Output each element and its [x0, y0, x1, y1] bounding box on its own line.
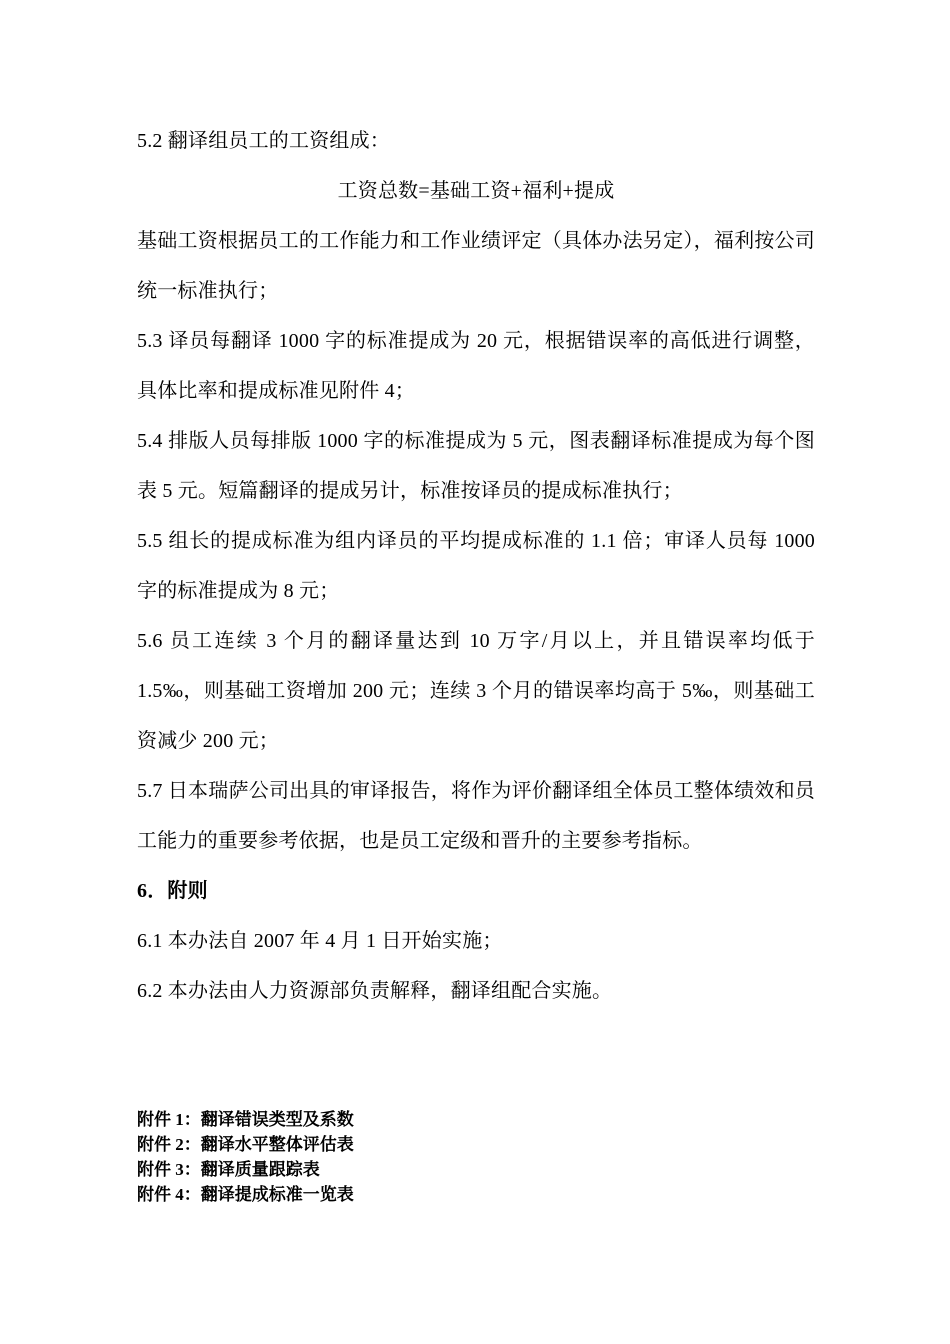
section-5-3-paragraph: 5.3 译员每翻译 1000 字的标准提成为 20 元，根据错误率的高低进行调整，具体比率和提成标准见附件 4； — [137, 330, 815, 402]
base-salary-paragraph: 基础工资根据员工的工作能力和工作业绩评定（具体办法另定），福利按公司统一标准执行； — [137, 230, 815, 302]
section-6-heading: 6．附则 — [137, 880, 208, 902]
appendix-item-4: 附件 4：翻译提成标准一览表 — [137, 1185, 354, 1204]
section-6-2-paragraph: 6.2 本办法由人力资源部负责解释，翻译组配合实施。 — [137, 980, 613, 1002]
section-5-5-paragraph: 5.5 组长的提成标准为组内译员的平均提成标准的 1.1 倍；审译人员每 1000 字的标准提成为 8 元； — [137, 530, 815, 602]
section-5-4-paragraph: 5.4 排版人员每排版 1000 字的标准提成为 5 元，图表翻译标准提成为每个图表 5 元。短篇翻译的提成另计，标准按译员的提成标准执行； — [137, 430, 815, 502]
section-5-7-paragraph: 5.7 日本瑞萨公司出具的审译报告，将作为评价翻译组全体员工整体绩效和员工能力的重要参考依据，也是员工定级和晋升的主要参考指标。 — [137, 780, 815, 852]
appendix-list — [137, 1107, 815, 1207]
section-5-6-paragraph: 5.6 员工连续 3 个月的翻译量达到 10 万字/月以上，并且错误率均低于 1.5‰，则基础工资增加 200 元；连续 3 个月的错误率均高于 5‰，则基础工资减少 200 元； — [137, 630, 815, 752]
salary-formula: 工资总数=基础工资+福利+提成 — [337, 180, 615, 202]
document-body — [137, 116, 815, 1016]
appendix-item-1: 附件 1：翻译错误类型及系数 — [137, 1110, 354, 1129]
appendix-item-3: 附件 3：翻译质量跟踪表 — [137, 1160, 320, 1179]
appendix-item-2: 附件 2：翻译水平整体评估表 — [137, 1135, 354, 1154]
section-6-1-paragraph: 6.1 本办法自 2007 年 4 月 1 日开始实施； — [137, 930, 503, 952]
section-5-2-heading: 5.2 翻译组员工的工资组成： — [137, 130, 390, 152]
